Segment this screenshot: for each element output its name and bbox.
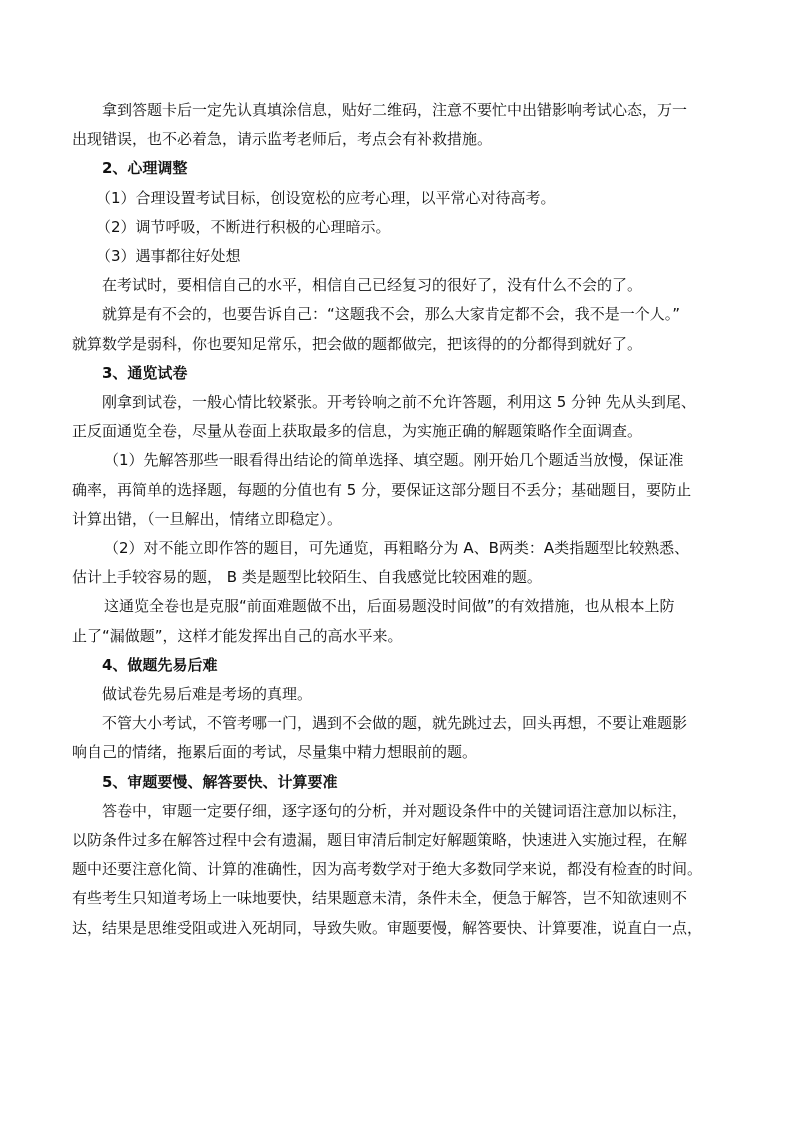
heading-text: 4、做题先易后难 (102, 655, 218, 674)
text-line: 估计上手较容易的题， B 类是题型比较陌生、自我感觉比较困难的题。 (72, 568, 542, 587)
text-line: 计算出错，（一旦解出，情绪立即稳定）。 (72, 509, 343, 528)
section-heading-mental-adjustment (72, 154, 722, 183)
text-line: 确率，再简单的选择题，每题的分值也有 5 分，要保证这部分题目不丢分；基础题目，要防止 (72, 480, 692, 499)
text-line: 就算是有不会的，也要告诉自己：“这题我不会，那么大家肯定都不会，我不是一个人。” (102, 305, 681, 324)
paragraph-ab-classification (72, 534, 722, 592)
text-line: （1）先解答那些一眼看得出结论的简单选择、填空题。刚开始几个题适当放慢，保证准 (104, 451, 684, 470)
text-line: 在考试时，要相信自己的水平，相信自己已经复习的很好了，没有什么不会的了。 (102, 276, 643, 295)
paragraph-skip-hard (72, 709, 722, 767)
heading-text: 3、通览试卷 (102, 363, 188, 382)
text-line: 正反面通览全卷，尽量从卷面上获取最多的信息，为实施正确的解题策略作全面调查。 (72, 422, 643, 441)
section-heading-browse-paper (72, 359, 722, 388)
text-line: 以防条件过多在解答过程中会有遗漏，题目审清后制定好解题策略，快速进入实施过程，在解 (72, 831, 688, 850)
list-item-goal (72, 184, 722, 213)
text-line: 出现错误，也不必着急，请示监考老师后，考点会有补救措施。 (72, 130, 493, 149)
text-line: 有些考生只知道考场上一味地要快，结果题意未清，条件未全，便急于解答，岂不知欲速则不 (72, 889, 688, 908)
text-line: （3）遇事都往好处想 (96, 247, 241, 266)
text-line: 刚拿到试卷，一般心情比较紧张。开考铃响之前不允许答题，利用这 5 分钟 先从头到尾、 (102, 393, 696, 412)
paragraph-not-alone (72, 300, 722, 358)
paragraph-believe (72, 271, 722, 300)
text-line: 拿到答题卡后一定先认真填涂信息，贴好二维码，注意不要忙中出错影响考试心态，万一 (102, 101, 688, 119)
text-line: 响自己的情绪，拖累后面的考试，尽量集中精力想眼前的题。 (72, 743, 478, 762)
paragraph-first-look (72, 388, 722, 446)
text-line: 这通览全卷也是克服“前面难题做不出，后面易题没时间做”的有效措施，也从根本上防 (104, 597, 675, 616)
text-line: （2）对不能立即作答的题目，可先通览，再粗略分为 A、B两类：A类指题型比较熟悉、 (104, 539, 690, 558)
text-line: （2）调节呼吸，不断进行积极的心理暗示。 (96, 217, 391, 236)
document-body (72, 96, 722, 943)
section-heading-easy-first (72, 651, 722, 680)
heading-text: 5、审题要慢、解答要快、计算要准 (102, 772, 338, 791)
heading-text: 2、心理调整 (102, 159, 188, 178)
paragraph-careful-review (72, 797, 722, 943)
text-line: 达，结果是思维受阻或进入死胡同，导致失败。审题要慢，解答要快、计算要准，说直白一点， (72, 918, 703, 937)
text-line: 做试卷先易后难是考场的真理。 (102, 685, 313, 704)
section-heading-review-slow (72, 768, 722, 797)
paragraph-easy-questions (72, 446, 722, 534)
paragraph-overcome (72, 592, 722, 650)
text-line: 就算数学是弱科，你也要知足常乐，把会做的题都做完，把该得的的分都得到就好了。 (72, 334, 643, 353)
text-line: 答卷中，审题一定要仔细，逐字逐句的分析，并对题设条件中的关键词语注意加以标注， (102, 801, 688, 820)
text-line: 题中还要注意化简、计算的准确性，因为高考数学对于绝大多数同学来说，都没有检查的时间。 (72, 860, 703, 879)
text-line: 不管大小考试，不管考哪一门，遇到不会做的题，就先跳过去，回头再想，不要让难题影 (102, 714, 688, 733)
list-item-breathing (72, 213, 722, 242)
text-line: （1）合理设置考试目标，创设宽松的应考心理，以平常心对待高考。 (96, 188, 556, 207)
paragraph-truth (72, 680, 722, 709)
paragraph-answer-sheet (72, 96, 722, 154)
text-line: 止了“漏做题”，这样才能发挥出自己的高水平来。 (72, 626, 403, 645)
list-item-positive (72, 242, 722, 271)
